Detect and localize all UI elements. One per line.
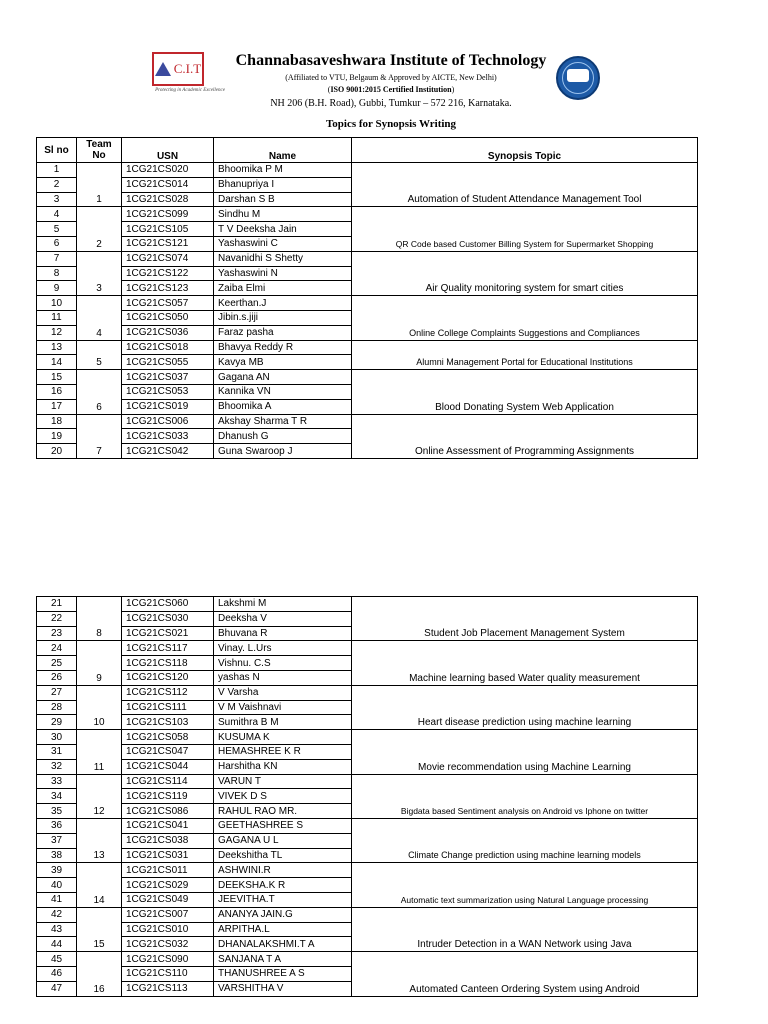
usn-cell: 1CG21CS037: [122, 370, 214, 385]
student-name-cell: VARSHITHA V: [214, 981, 352, 996]
student-name-cell: Bhuvana R: [214, 626, 352, 641]
usn-cell: 1CG21CS044: [122, 759, 214, 774]
usn-cell: 1CG21CS028: [122, 192, 214, 207]
team-no-cell: 16: [77, 952, 122, 996]
sl-no-cell: 19: [37, 429, 77, 444]
sl-no-cell: 10: [37, 296, 77, 311]
team-no-cell: 3: [77, 251, 122, 295]
team-no-cell: 11: [77, 730, 122, 774]
synopsis-topic-cell: Blood Donating System Web Application: [352, 370, 698, 414]
usn-cell: 1CG21CS074: [122, 251, 214, 266]
usn-cell: 1CG21CS057: [122, 296, 214, 311]
document-header: [0, 0, 768, 140]
sl-no-cell: 8: [37, 266, 77, 281]
student-name-cell: Bhoomika P M: [214, 163, 352, 178]
iso-line: (ISO 9001:2015 Certified Institution): [327, 85, 455, 94]
sl-no-cell: 12: [37, 325, 77, 340]
usn-cell: 1CG21CS030: [122, 611, 214, 626]
usn-cell: 1CG21CS058: [122, 730, 214, 745]
synopsis-table-2: [36, 596, 698, 997]
usn-cell: 1CG21CS120: [122, 670, 214, 685]
sl-no-cell: 7: [37, 251, 77, 266]
student-name-cell: HEMASHREE K R: [214, 744, 352, 759]
usn-cell: 1CG21CS049: [122, 892, 214, 907]
table-row: [37, 818, 698, 833]
table-row: [37, 207, 698, 222]
table-row: [37, 730, 698, 745]
table-row: [37, 597, 698, 612]
synopsis-topic-cell: Automatic text summarization using Natural Language processing: [352, 863, 698, 907]
student-name-cell: Yashaswini N: [214, 266, 352, 281]
usn-cell: 1CG21CS038: [122, 833, 214, 848]
sl-no-cell: 41: [37, 892, 77, 907]
student-name-cell: Deeksha V: [214, 611, 352, 626]
student-name-cell: RAHUL RAO MR.: [214, 804, 352, 819]
sl-no-cell: 33: [37, 774, 77, 789]
usn-cell: 1CG21CS117: [122, 641, 214, 656]
usn-cell: 1CG21CS060: [122, 597, 214, 612]
usn-cell: 1CG21CS090: [122, 952, 214, 967]
student-name-cell: JEEVITHA.T: [214, 892, 352, 907]
usn-cell: 1CG21CS014: [122, 177, 214, 192]
sl-no-cell: 46: [37, 966, 77, 981]
student-name-cell: DHANALAKSHMI.T A: [214, 937, 352, 952]
table-row: [37, 952, 698, 967]
usn-cell: 1CG21CS055: [122, 355, 214, 370]
sl-no-cell: 34: [37, 789, 77, 804]
sl-no-cell: 2: [37, 177, 77, 192]
sl-no-cell: 15: [37, 370, 77, 385]
sl-no-cell: 39: [37, 863, 77, 878]
usn-cell: 1CG21CS121: [122, 236, 214, 251]
usn-cell: 1CG21CS029: [122, 878, 214, 893]
student-name-cell: Akshay Sharma T R: [214, 414, 352, 429]
synopsis-topic-cell: QR Code based Customer Billing System for Supermarket Shopping: [352, 207, 698, 251]
logo-text: C.I.T: [173, 61, 202, 76]
synopsis-topic-cell: Alumni Management Portal for Educational Institutions: [352, 340, 698, 370]
sl-no-cell: 20: [37, 444, 77, 459]
team-no-cell: 8: [77, 597, 122, 641]
usn-cell: 1CG21CS119: [122, 789, 214, 804]
sl-no-cell: 5: [37, 222, 77, 237]
sl-no-cell: 26: [37, 670, 77, 685]
student-name-cell: V Varsha: [214, 685, 352, 700]
cit-logo: [152, 52, 204, 86]
sl-no-cell: 6: [37, 236, 77, 251]
sl-no-cell: 11: [37, 310, 77, 325]
student-name-cell: Keerthan.J: [214, 296, 352, 311]
synopsis-topic-cell: Machine learning based Water quality measurement: [352, 641, 698, 685]
sl-no-cell: 27: [37, 685, 77, 700]
student-name-cell: Darshan S B: [214, 192, 352, 207]
sl-no-cell: 1: [37, 163, 77, 178]
col-synopsis-topic: Synopsis Topic: [352, 138, 698, 163]
team-no-cell: 9: [77, 641, 122, 685]
team-no-cell: 7: [77, 414, 122, 458]
student-name-cell: THANUSHREE A S: [214, 966, 352, 981]
synopsis-topic-cell: Heart disease prediction using machine learning: [352, 685, 698, 729]
usn-cell: 1CG21CS007: [122, 907, 214, 922]
student-name-cell: Zaiba Elmi: [214, 281, 352, 296]
student-name-cell: Bhanupriya I: [214, 177, 352, 192]
usn-cell: 1CG21CS103: [122, 715, 214, 730]
table-row: [37, 251, 698, 266]
iso-certification-seal-icon: [556, 56, 600, 100]
sl-no-cell: 14: [37, 355, 77, 370]
table-row: [37, 685, 698, 700]
institution-name: Channabasaveshwara Institute of Technology: [235, 52, 547, 69]
student-name-cell: T V Deeksha Jain: [214, 222, 352, 237]
student-name-cell: GAGANA U L: [214, 833, 352, 848]
usn-cell: 1CG21CS105: [122, 222, 214, 237]
iso-certification: ISO 9001:2015 Certified Institution: [330, 85, 452, 94]
usn-cell: 1CG21CS019: [122, 399, 214, 414]
sl-no-cell: 37: [37, 833, 77, 848]
student-name-cell: ANANYA JAIN.G: [214, 907, 352, 922]
student-name-cell: Navanidhi S Shetty: [214, 251, 352, 266]
sl-no-cell: 42: [37, 907, 77, 922]
synopsis-topic-cell: Intruder Detection in a WAN Network using Java: [352, 907, 698, 951]
student-name-cell: VIVEK D S: [214, 789, 352, 804]
usn-cell: 1CG21CS033: [122, 429, 214, 444]
sl-no-cell: 18: [37, 414, 77, 429]
student-name-cell: Bhavya Reddy R: [214, 340, 352, 355]
col-sl-no: Sl no: [37, 138, 77, 163]
student-name-cell: Faraz pasha: [214, 325, 352, 340]
student-name-cell: Kannika VN: [214, 384, 352, 399]
document-title: Topics for Synopsis Writing: [325, 118, 457, 130]
student-name-cell: SANJANA T A: [214, 952, 352, 967]
institution-address: NH 206 (B.H. Road), Gubbi, Tumkur – 572 216, Karnataka.: [270, 98, 512, 109]
table-row: [37, 340, 698, 355]
usn-cell: 1CG21CS111: [122, 700, 214, 715]
student-name-cell: DEEKSHA.K R: [214, 878, 352, 893]
synopsis-topic-cell: Online College Complaints Suggestions and Compliances: [352, 296, 698, 340]
student-name-cell: Deekshitha TL: [214, 848, 352, 863]
sl-no-cell: 32: [37, 759, 77, 774]
team-no-cell: 6: [77, 370, 122, 414]
sl-no-cell: 24: [37, 641, 77, 656]
student-name-cell: yashas N: [214, 670, 352, 685]
student-name-cell: ARPITHA.L: [214, 922, 352, 937]
usn-cell: 1CG21CS099: [122, 207, 214, 222]
sl-no-cell: 13: [37, 340, 77, 355]
sl-no-cell: 4: [37, 207, 77, 222]
usn-cell: 1CG21CS053: [122, 384, 214, 399]
sl-no-cell: 31: [37, 744, 77, 759]
usn-cell: 1CG21CS036: [122, 325, 214, 340]
sl-no-cell: 30: [37, 730, 77, 745]
usn-cell: 1CG21CS112: [122, 685, 214, 700]
sl-no-cell: 17: [37, 399, 77, 414]
logo-triangle-icon: [155, 62, 171, 76]
sl-no-cell: 47: [37, 981, 77, 996]
table-row: [37, 370, 698, 385]
usn-cell: 1CG21CS047: [122, 744, 214, 759]
synopsis-topic-cell: Bigdata based Sentiment analysis on Android vs Iphone on twitter: [352, 774, 698, 818]
student-name-cell: Kavya MB: [214, 355, 352, 370]
sl-no-cell: 9: [37, 281, 77, 296]
logo-tagline: Protecting in Academic Excellence: [155, 88, 225, 93]
synopsis-topic-cell: Air Quality monitoring system for smart cities: [352, 251, 698, 295]
usn-cell: 1CG21CS114: [122, 774, 214, 789]
synopsis-topic-cell: Automation of Student Attendance Management Tool: [352, 163, 698, 207]
sl-no-cell: 40: [37, 878, 77, 893]
usn-cell: 1CG21CS113: [122, 981, 214, 996]
student-name-cell: Bhoomika A: [214, 399, 352, 414]
usn-cell: 1CG21CS032: [122, 937, 214, 952]
student-name-cell: ASHWINI.R: [214, 863, 352, 878]
synopsis-topic-cell: Student Job Placement Management System: [352, 597, 698, 641]
usn-cell: 1CG21CS110: [122, 966, 214, 981]
usn-cell: 1CG21CS010: [122, 922, 214, 937]
team-no-cell: 5: [77, 340, 122, 370]
usn-cell: 1CG21CS018: [122, 340, 214, 355]
sl-no-cell: 16: [37, 384, 77, 399]
sl-no-cell: 44: [37, 937, 77, 952]
student-name-cell: V M Vaishnavi: [214, 700, 352, 715]
student-name-cell: Sindhu M: [214, 207, 352, 222]
usn-cell: 1CG21CS050: [122, 310, 214, 325]
sl-no-cell: 25: [37, 656, 77, 671]
team-no-cell: 14: [77, 863, 122, 907]
table-row: [37, 641, 698, 656]
team-no-cell: 1: [77, 163, 122, 207]
student-name-cell: GEETHASHREE S: [214, 818, 352, 833]
sl-no-cell: 45: [37, 952, 77, 967]
student-name-cell: Lakshmi M: [214, 597, 352, 612]
student-name-cell: Vinay. L.Urs: [214, 641, 352, 656]
usn-cell: 1CG21CS122: [122, 266, 214, 281]
usn-cell: 1CG21CS021: [122, 626, 214, 641]
table-row: [37, 774, 698, 789]
col-team-no: Team No: [77, 138, 122, 163]
col-name: Name: [214, 138, 352, 163]
sl-no-cell: 38: [37, 848, 77, 863]
usn-cell: 1CG21CS031: [122, 848, 214, 863]
student-name-cell: Vishnu. C.S: [214, 656, 352, 671]
usn-cell: 1CG21CS118: [122, 656, 214, 671]
synopsis-topic-cell: Online Assessment of Programming Assignments: [352, 414, 698, 458]
table-row: [37, 907, 698, 922]
student-name-cell: KUSUMA K: [214, 730, 352, 745]
usn-cell: 1CG21CS006: [122, 414, 214, 429]
affiliation-line: (Affiliated to VTU, Belgaum & Approved by AICTE, New Delhi): [285, 73, 497, 82]
table-row: [37, 296, 698, 311]
team-no-cell: 13: [77, 818, 122, 862]
team-no-cell: 4: [77, 296, 122, 340]
student-name-cell: Dhanush G: [214, 429, 352, 444]
synopsis-table-1: [36, 137, 698, 459]
table-header-row: [37, 138, 698, 163]
usn-cell: 1CG21CS123: [122, 281, 214, 296]
student-name-cell: Yashaswini C: [214, 236, 352, 251]
synopsis-topic-cell: Movie recommendation using Machine Learning: [352, 730, 698, 774]
sl-no-cell: 28: [37, 700, 77, 715]
usn-cell: 1CG21CS011: [122, 863, 214, 878]
usn-cell: 1CG21CS020: [122, 163, 214, 178]
sl-no-cell: 29: [37, 715, 77, 730]
student-name-cell: Sumithra B M: [214, 715, 352, 730]
student-name-cell: Gagana AN: [214, 370, 352, 385]
usn-cell: 1CG21CS041: [122, 818, 214, 833]
sl-no-cell: 3: [37, 192, 77, 207]
table-row: [37, 863, 698, 878]
team-no-cell: 15: [77, 907, 122, 951]
sl-no-cell: 43: [37, 922, 77, 937]
sl-no-cell: 21: [37, 597, 77, 612]
table-row: [37, 414, 698, 429]
usn-cell: 1CG21CS042: [122, 444, 214, 459]
sl-no-cell: 22: [37, 611, 77, 626]
team-no-cell: 2: [77, 207, 122, 251]
synopsis-topic-cell: Automated Canteen Ordering System using Android: [352, 952, 698, 996]
synopsis-topic-cell: Climate Change prediction using machine learning models: [352, 818, 698, 862]
table-row: [37, 163, 698, 178]
sl-no-cell: 36: [37, 818, 77, 833]
col-usn: USN: [122, 138, 214, 163]
sl-no-cell: 35: [37, 804, 77, 819]
student-name-cell: Jibin.s.jiji: [214, 310, 352, 325]
usn-cell: 1CG21CS086: [122, 804, 214, 819]
student-name-cell: Harshitha KN: [214, 759, 352, 774]
student-name-cell: VARUN T: [214, 774, 352, 789]
team-no-cell: 12: [77, 774, 122, 818]
student-name-cell: Guna Swaroop J: [214, 444, 352, 459]
sl-no-cell: 23: [37, 626, 77, 641]
team-no-cell: 10: [77, 685, 122, 729]
